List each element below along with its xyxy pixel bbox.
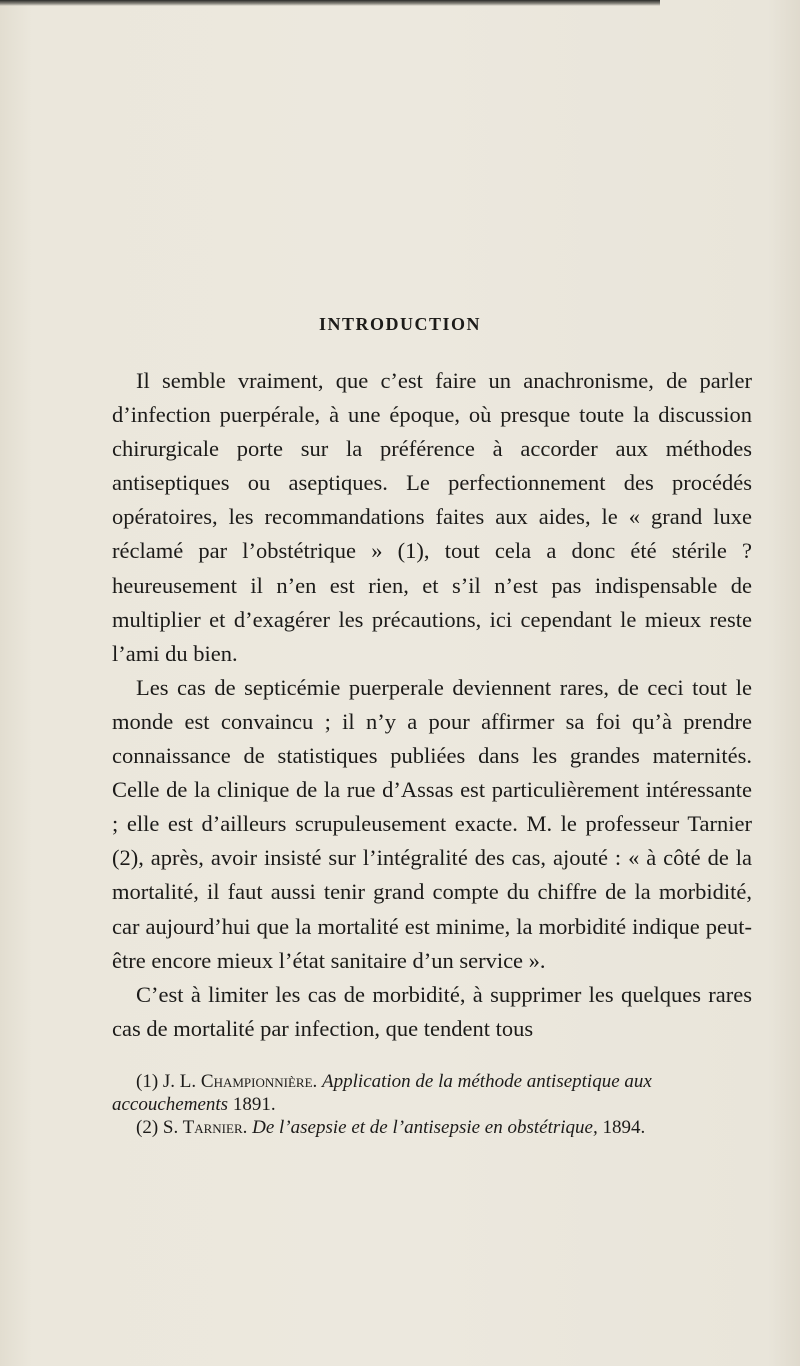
footnote-year: 1894. <box>597 1117 646 1138</box>
paragraph: Il semble vraiment, que c’est faire un anachronisme, de parler d’infection puerpérale, à une époque, où presque toute la discussion chirurgicale porte sur la préférence à accorder aux méthodes antiseptiques ou aseptiques. Le perfectionnement des procédés opératoires, les recommandations faites aux aides, le « grand luxe réclamé par l’obstétrique » (1), tout cela a donc été stérile ? heureusement il n’en est rien, et s’il n’est pas indispensable de multiplier et d’exagérer les précautions, ici cependant le mieux reste l’ami du bien. <box>112 368 752 666</box>
paragraph: C’est à limiter les cas de morbidité, à supprimer les quelques rares cas de mortalité par infection, que tendent tous <box>112 981 752 1041</box>
top-edge-rule <box>0 0 660 6</box>
footnote-year: 1891. <box>228 1094 276 1115</box>
footnote-title: De l’asepsie et de l’antisepsie en obstétrique, <box>252 1117 598 1138</box>
paragraph: Les cas de septicémie puerperale deviennent rares, de ceci tout le monde est convaincu ; il n’y a pour affirmer sa foi qu’à prendre connaissance de statistiques publiées dans les grandes maternités. Celle de la clinique de la rue d’Assas est particulièrement intéressante ; elle est d’ailleurs scrupuleusement exacte. M. le professeur Tarnier (2), après, avoir insisté sur l’intégralité des cas, ajouté : « à côté de la mortalité, il faut aussi tenir grand compte du chiffre de la morbidité, car aujourd’hui que la mortalité est minime, la morbidité indique peut-être encore mieux l’état sanitaire d’un service ». <box>112 674 752 973</box>
footnote-marker: (2) <box>136 1117 163 1138</box>
body-text <box>112 364 752 1046</box>
footnote-author: S. Tarnier. <box>162 1117 248 1138</box>
footnote <box>112 1116 752 1139</box>
footnotes <box>112 1070 752 1139</box>
chapter-heading: INTRODUCTION <box>318 314 482 334</box>
footnote-author: J. L. Championnière. <box>162 1071 318 1092</box>
footnote-title: Application de la méthode antiseptique aux accouchements <box>112 1071 652 1115</box>
footnote-marker: (1) <box>136 1071 163 1092</box>
footnote <box>112 1070 752 1116</box>
